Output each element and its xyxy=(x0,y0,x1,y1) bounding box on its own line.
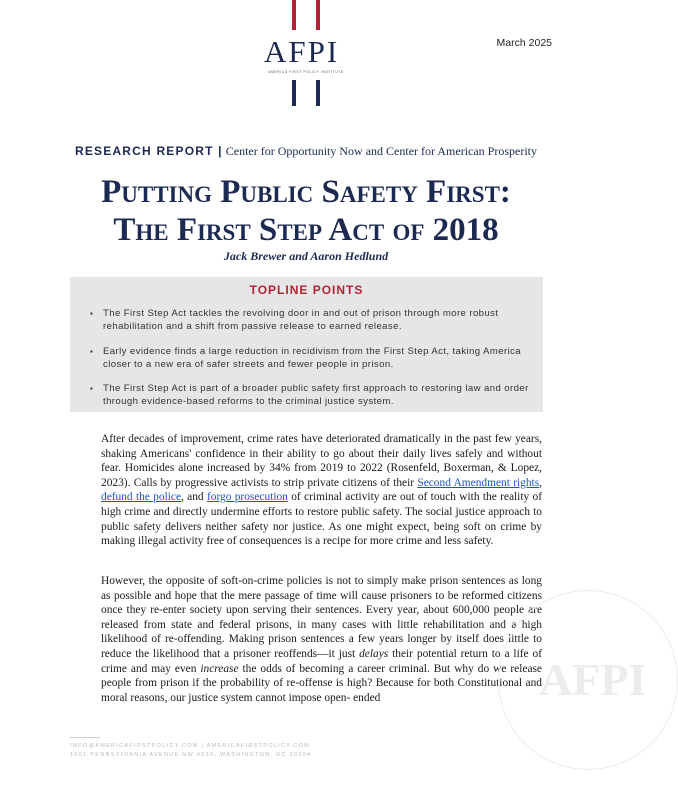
kicker-centers: Center for Opportunity Now and Center for American Prosperity xyxy=(225,144,538,158)
kicker-label: RESEARCH REPORT | xyxy=(74,144,223,158)
logo-subtitle: AMERICA FIRST POLICY INSTITUTE xyxy=(268,70,344,74)
topline-points-box xyxy=(70,277,543,412)
body-text: of criminal activity are out of touch with the reality of high crime and directly undermine efforts to restore public safety. The social justice approach to public safety delivers neither safety nor justice. As one might expect, being soft on crime by making illegal activity free of consequences is a recipe for more crime and less safety. xyxy=(101,491,542,548)
emphasis-increase: increase xyxy=(200,662,239,675)
body-text: the odds of becoming a career criminal. But why do we release people from prison if the probability of re-offense is high? Because for both Constitutional and moral reasons, our justice system cannot impose open- ended xyxy=(101,662,542,704)
link-defund-the-police[interactable]: defund the police xyxy=(101,491,182,504)
body-text: , and xyxy=(181,491,207,504)
body-text: their potential return to a life of crime and may even xyxy=(101,647,542,675)
body-text: However, the opposite of soft-on-crime policies is not to simply make prison sentences as long as possible and hope that the mere passage of time will cause prisoners to be reformed citizens once they re-enter society upon serving their sentences. Every year, about 600,000 people are released from state and federal prisons, in many cases with little rehabilitation and a high likelihood of re-offending. Making prison sentences a few years longer by itself does little to reduce the likelihood that a prisoner reoffends—it just xyxy=(101,575,542,660)
title-line-2: The First Step Act of 2018 xyxy=(113,212,499,248)
emphasis-delays: delays xyxy=(359,647,389,660)
topline-heading: TOPLINE POINTS xyxy=(249,283,364,297)
logo-bar-red-left xyxy=(292,0,296,30)
report-kicker xyxy=(70,143,542,159)
topline-point: ▪ The First Step Act tackles the revolving door in and out of prison through more robust rehabilitation and a shift from passive release to earned release. xyxy=(90,308,534,333)
logo-text: AFPI xyxy=(264,34,340,69)
report-date: March 2025 xyxy=(496,37,552,49)
footer-divider xyxy=(70,737,100,738)
link-forgo-prosecution[interactable]: forgo prosecution xyxy=(206,491,288,504)
body-text: After decades of improvement, crime rates have deteriorated dramatically in the past few years, shaking Americans' confidence in their ability to go about their daily lives safely and without fear. Homicides alone increased by 34% from 2019 to 2022 (Rosenfeld, Boxerman, & Lopez, 2023). Calls by progressive activists to strip private citizens of their xyxy=(101,433,542,489)
body-text: , xyxy=(539,476,542,489)
body-paragraph-2 xyxy=(101,574,542,705)
topline-point: ▪ The First Step Act is part of a broader public safety first approach to restoring law and order through evidence-based reforms to the criminal justice system. xyxy=(90,383,534,408)
link-second-amendment-rights[interactable]: Second Amendment rights xyxy=(417,476,540,489)
logo-bar-navy-left xyxy=(292,80,296,106)
logo-bar-navy-right xyxy=(316,80,320,106)
topline-point: ▪ Early evidence finds a large reduction in recidivism from the First Step Act, taking America closer to a new era of safer streets and fewer people in prison. xyxy=(90,346,534,371)
title-line-1: Putting Public Safety First: xyxy=(101,174,511,210)
watermark-text: AFPI xyxy=(539,654,647,705)
footer-contact: INFO@AMERICAFIRSTPOLICY.COM | AMERICAFIRSTPOLICY.COM xyxy=(70,743,311,749)
authors: Jack Brewer and Aaron Hedlund xyxy=(223,249,389,263)
logo-bar-red-right xyxy=(316,0,320,30)
body-paragraph-1 xyxy=(101,432,542,549)
footer-address: 1001 PENNSYLVANIA AVENUE NW #530, WASHINGTON, DC 20004 xyxy=(70,752,312,758)
afpi-logo xyxy=(258,0,354,108)
